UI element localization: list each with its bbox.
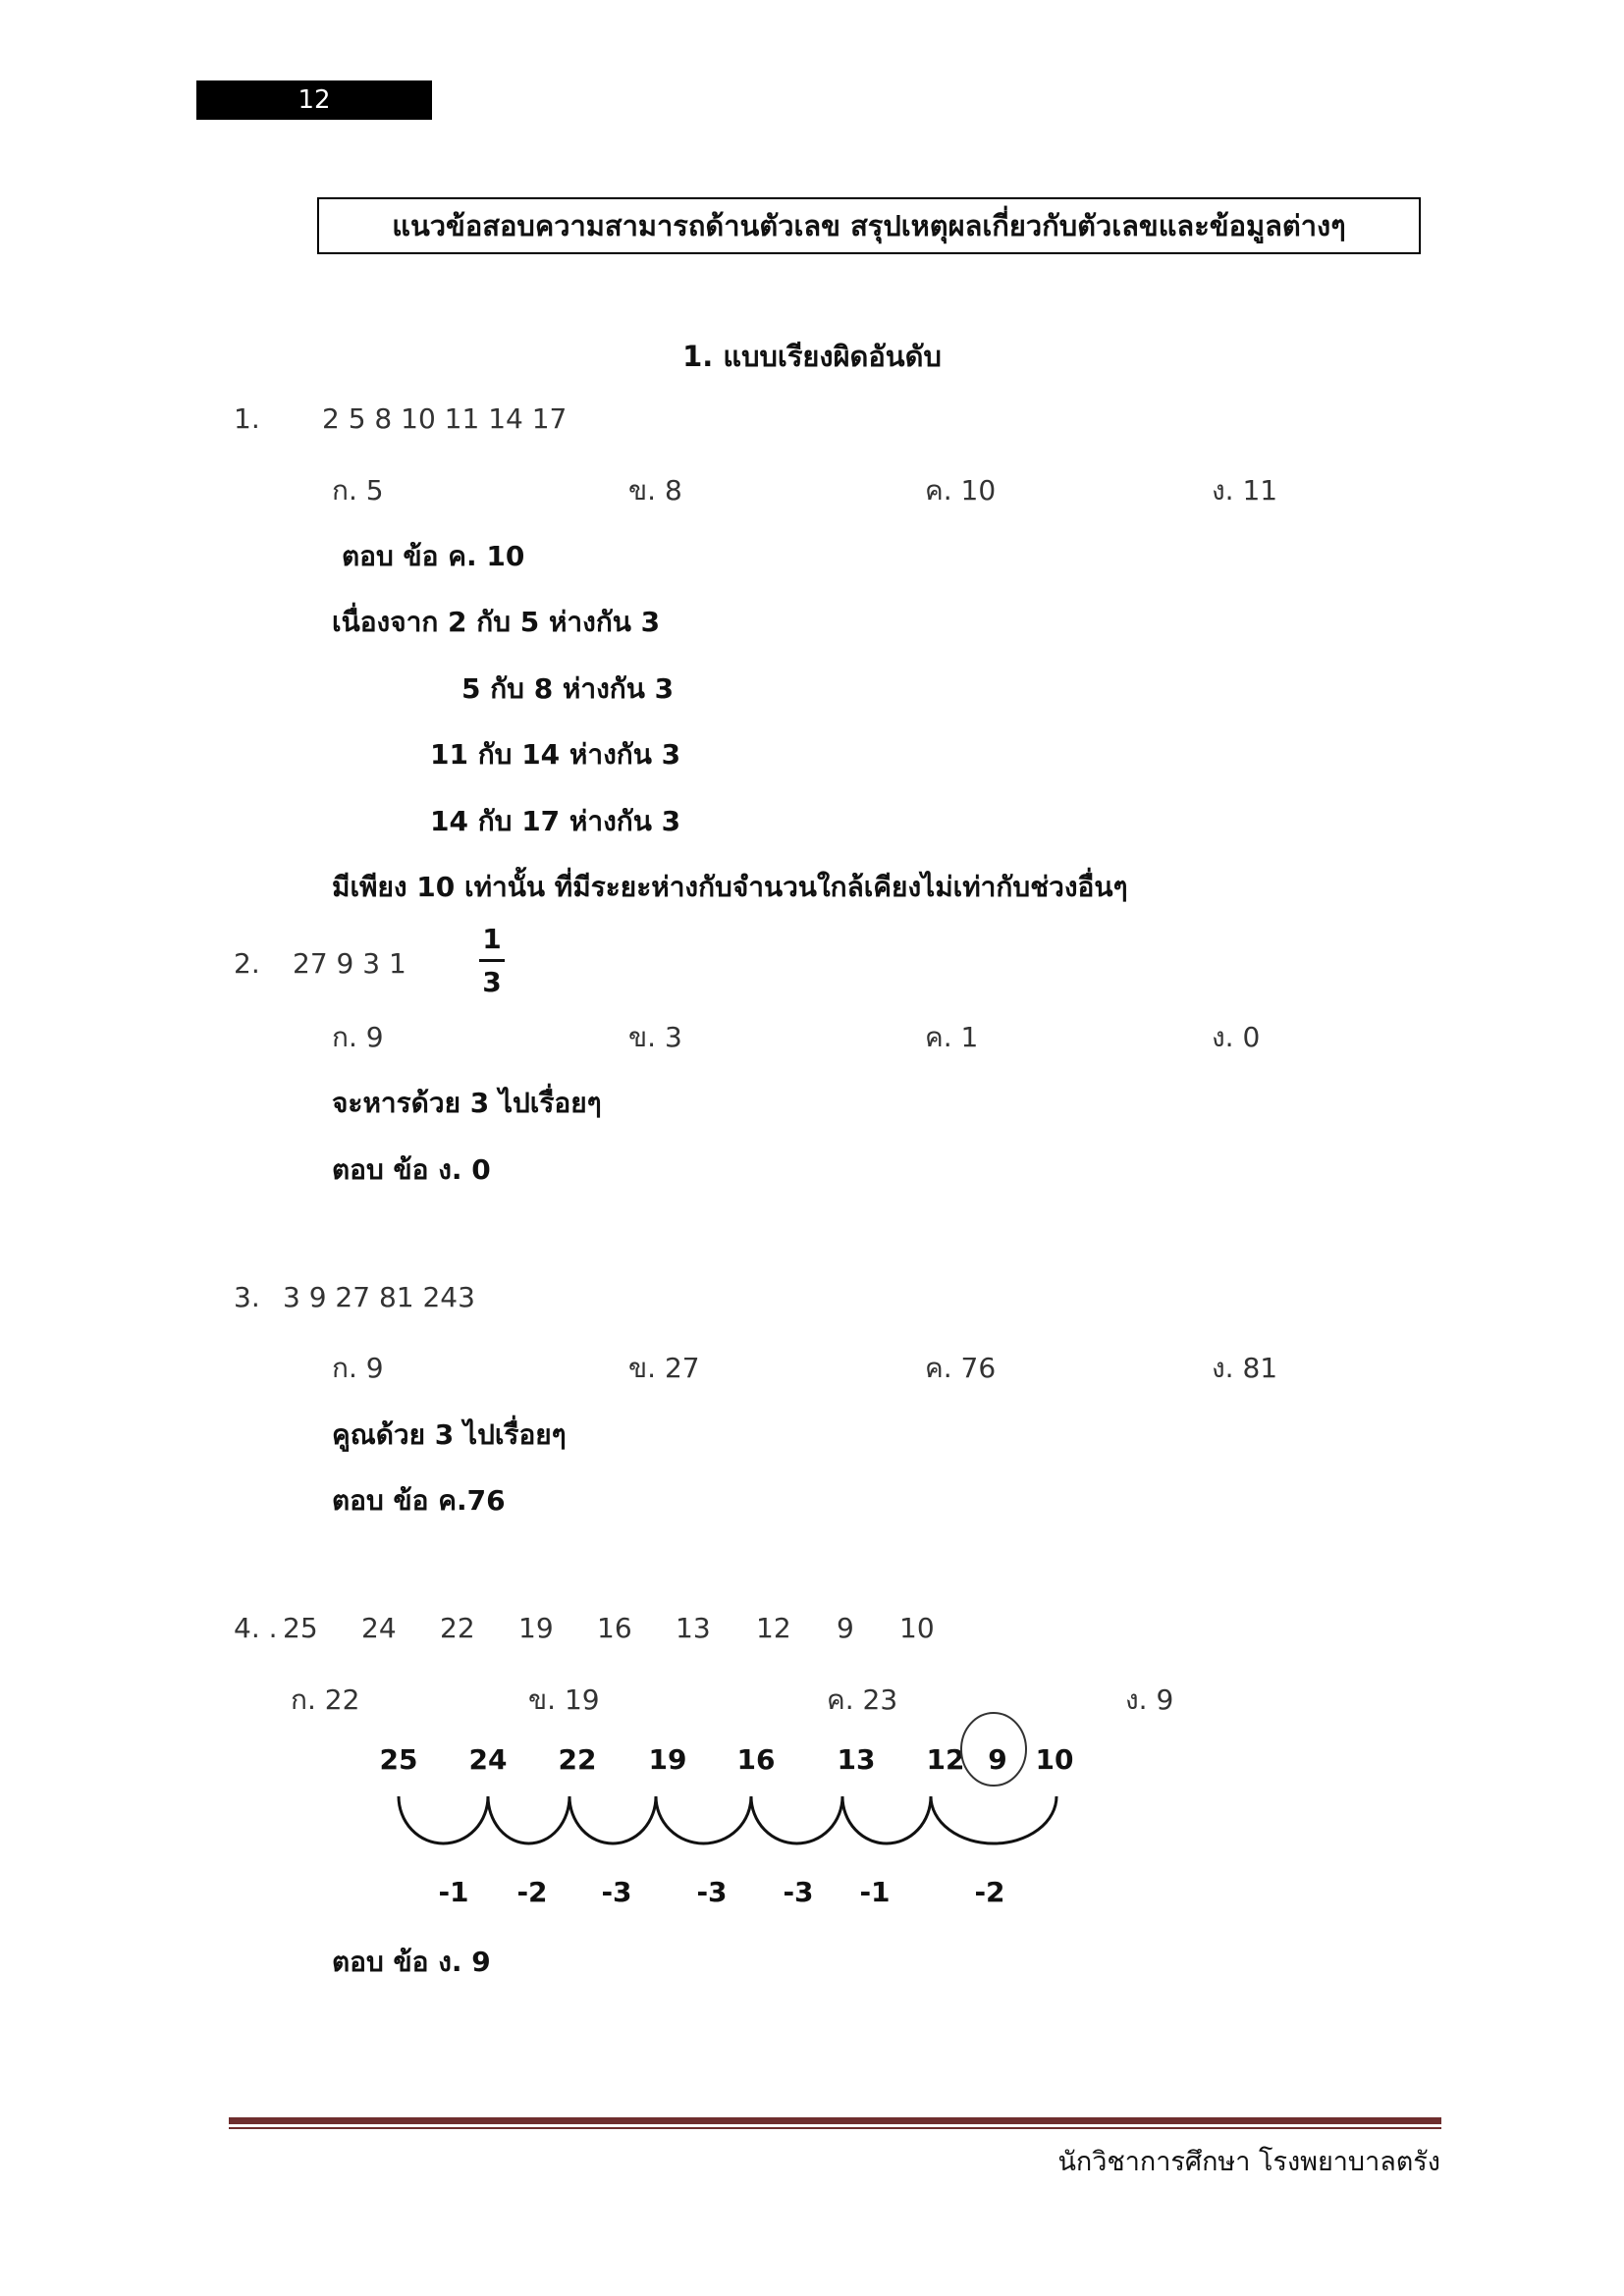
choice-d: ง. 11	[1212, 474, 1278, 507]
diagram-number: 12	[926, 1743, 965, 1776]
page-number: 12	[196, 80, 432, 120]
choice-a: ก. 22	[291, 1683, 360, 1716]
choice-c: ค. 23	[827, 1683, 898, 1716]
diagram-arc	[751, 1796, 842, 1843]
diagram-difference: -3	[783, 1876, 814, 1908]
sequence-item: 25	[283, 1612, 318, 1644]
fraction-denominator: 3	[482, 966, 502, 998]
answer: ตอบ ข้อ ค.76	[332, 1484, 506, 1517]
section-heading: 1. แบบเรียงผิดอันดับ	[682, 340, 942, 373]
answer: ตอบ ข้อ ง. 0	[332, 1153, 491, 1186]
sequence-item: 10	[899, 1612, 935, 1644]
diagram-difference: -3	[601, 1876, 632, 1908]
question-number: 4. .	[234, 1612, 278, 1644]
footer-rule-thin	[229, 2127, 1441, 2129]
choice-c: ค. 1	[925, 1021, 979, 1053]
diagram-difference: -3	[696, 1876, 728, 1908]
sequence-item: 16	[597, 1612, 632, 1644]
diagram-number: 25	[379, 1743, 418, 1776]
question-sequence: 27 9 3 1	[293, 947, 406, 980]
answer: ตอบ ข้อ ง. 9	[332, 1946, 491, 1978]
diagram-difference: -2	[974, 1876, 1005, 1908]
page-title: แนวข้อสอบความสามารถด้านตัวเลข สรุปเหตุผลเกี่ยวกับตัวเลขและข้อมูลต่างๆ	[317, 197, 1421, 254]
choice-b: ข. 27	[628, 1352, 700, 1384]
diagram-number: 16	[736, 1743, 776, 1776]
choice-b: ข. 8	[628, 474, 682, 507]
choice-d: ง. 0	[1212, 1021, 1261, 1053]
diagram-number: 13	[837, 1743, 876, 1776]
answer: ตอบ ข้อ ค. 10	[342, 540, 525, 572]
explanation: จะหารด้วย 3 ไปเรื่อยๆ	[332, 1087, 602, 1119]
choice-a: ก. 9	[332, 1352, 384, 1384]
diagram-difference: -1	[438, 1876, 469, 1908]
sequence-item: 9	[837, 1612, 854, 1644]
sequence-item: 13	[676, 1612, 711, 1644]
explanation-line: 5 กับ 8 ห่างกัน 3	[461, 672, 675, 705]
diagram-number: 24	[468, 1743, 508, 1776]
question-number: 3.	[234, 1281, 260, 1313]
question-sequence: 2 5 8 10 11 14 17	[322, 402, 568, 435]
sequence-item: 24	[361, 1612, 397, 1644]
diagram-arc	[656, 1796, 751, 1843]
question-number: 1.	[234, 402, 260, 435]
diagram-arc	[842, 1796, 931, 1843]
choice-c: ค. 10	[925, 474, 997, 507]
fraction-bar	[479, 959, 505, 962]
circled-odd-number	[961, 1713, 1026, 1786]
choice-b: ข. 19	[528, 1683, 600, 1716]
choice-d: ง. 9	[1125, 1683, 1174, 1716]
conclusion: มีเพียง 10 เท่านั้น ที่มีระยะห่างกับจำนวนใกล้เคียงไม่เท่ากับช่วงอื่นๆ	[332, 871, 1128, 903]
choice-b: ข. 3	[628, 1021, 682, 1053]
question-number: 2.	[234, 947, 260, 980]
footer-text: นักวิชาการศึกษา โรงพยาบาลตรัง	[1057, 2147, 1440, 2177]
fraction	[479, 923, 505, 998]
diagram-arc	[399, 1796, 488, 1843]
diagram-arc	[569, 1796, 656, 1843]
sequence-item: 12	[756, 1612, 791, 1644]
footer-rule	[229, 2117, 1441, 2124]
diagram-arc	[931, 1796, 1056, 1843]
sequence-item: 22	[440, 1612, 475, 1644]
explanation-line: 14 กับ 17 ห่างกัน 3	[430, 805, 681, 837]
diagram-difference: -1	[859, 1876, 891, 1908]
fraction-numerator: 1	[482, 923, 502, 955]
diagram-number: 22	[558, 1743, 597, 1776]
choice-a: ก. 9	[332, 1021, 384, 1053]
diagram-arc	[488, 1796, 569, 1843]
explanation-line: เนื่องจาก 2 กับ 5 ห่างกัน 3	[332, 606, 661, 638]
diagram-difference: -2	[516, 1876, 548, 1908]
diagram-number: 19	[648, 1743, 687, 1776]
sequence-item: 19	[518, 1612, 554, 1644]
question-sequence: 3 9 27 81 243	[283, 1281, 475, 1313]
choice-a: ก. 5	[332, 474, 384, 507]
explanation-line: 11 กับ 14 ห่างกัน 3	[430, 738, 681, 771]
diagram-number: 9	[988, 1743, 1007, 1776]
diagram-number: 10	[1035, 1743, 1074, 1776]
explanation: คูณด้วย 3 ไปเรื่อยๆ	[332, 1418, 567, 1451]
choice-c: ค. 76	[925, 1352, 997, 1384]
choice-d: ง. 81	[1212, 1352, 1278, 1384]
